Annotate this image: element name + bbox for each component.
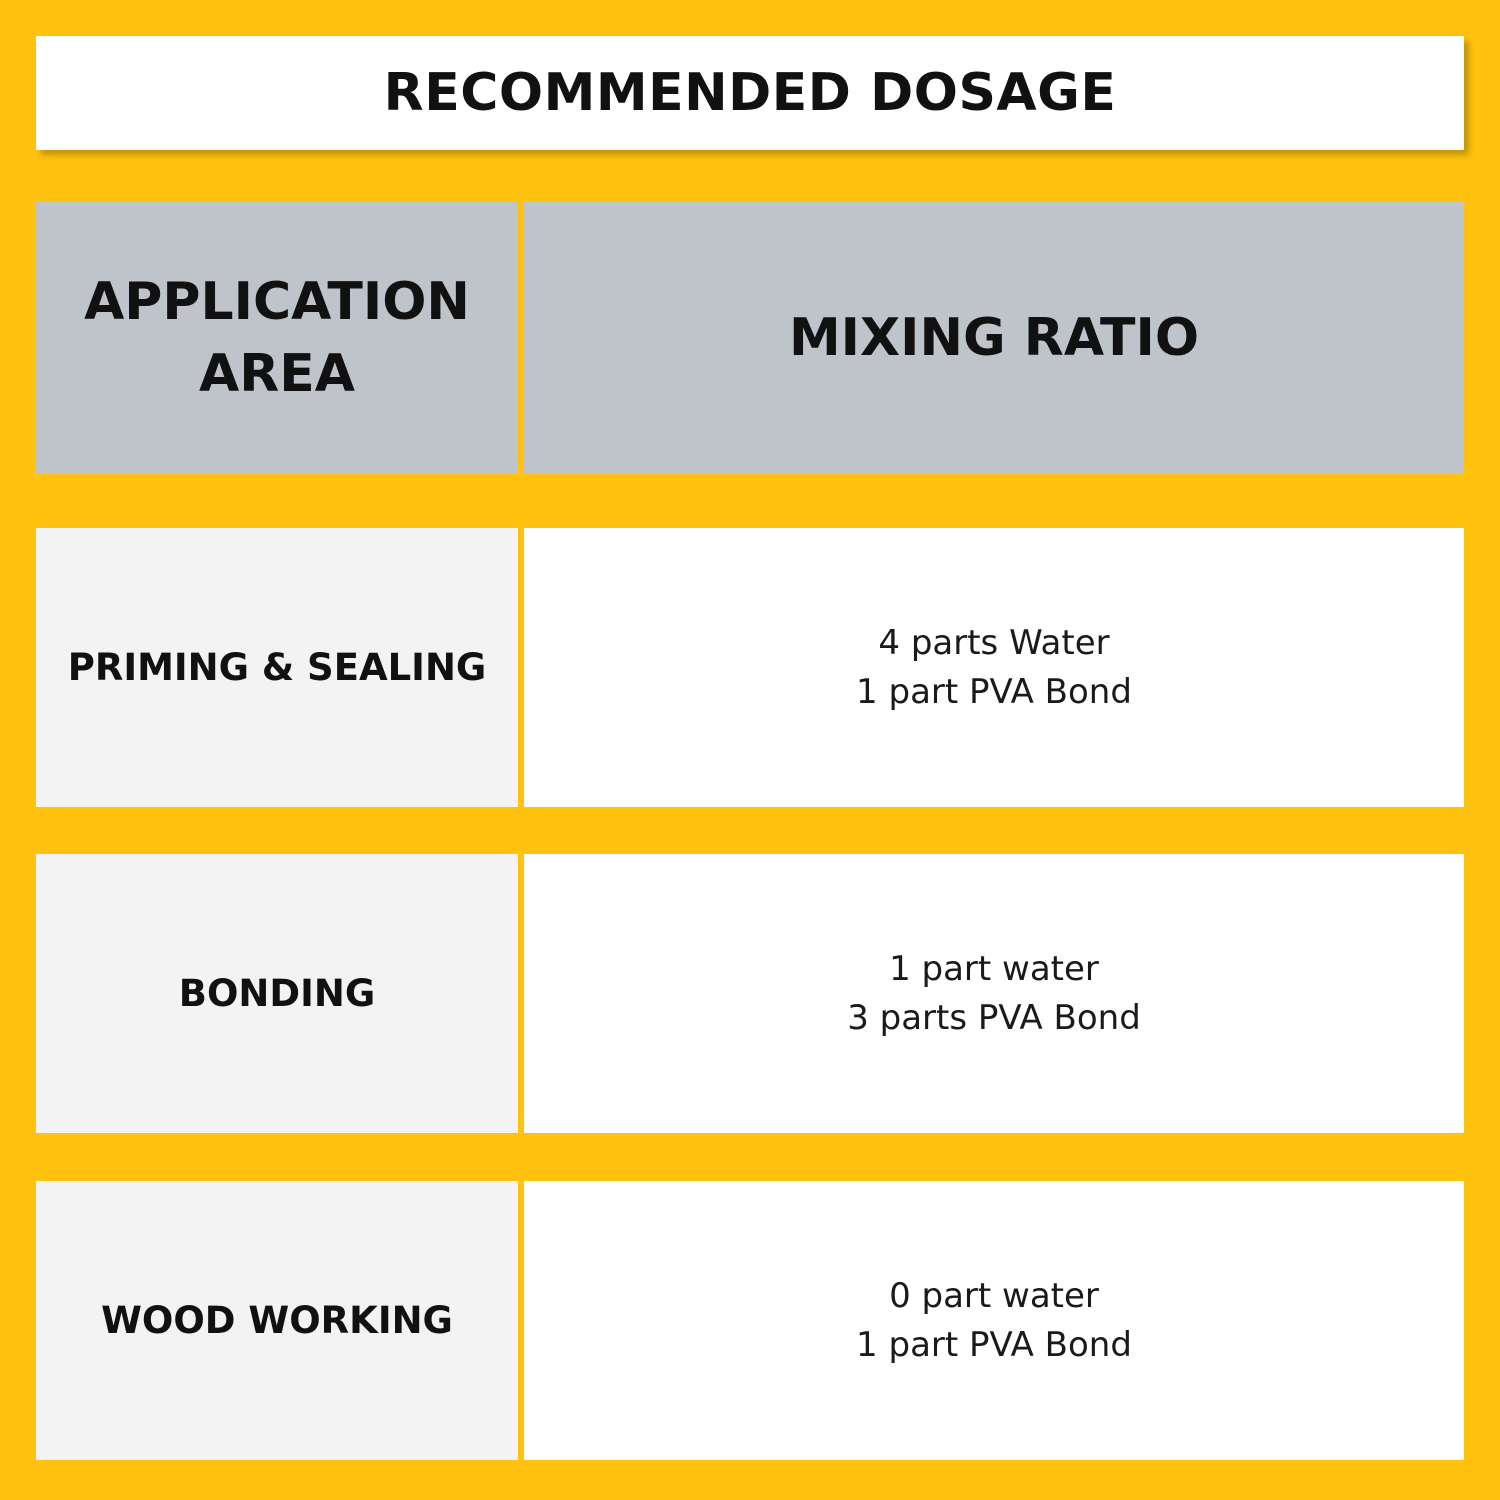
header-mixing-ratio [524, 202, 1464, 474]
table-row-3-application [36, 1181, 518, 1460]
header-mixing-ratio-label: MIXING RATIO [788, 308, 1200, 368]
application-label: WOOD WORKING [101, 1299, 453, 1342]
header-application-area [36, 202, 518, 474]
table-row-1-application [36, 528, 518, 807]
table-row-2-ratio [524, 854, 1464, 1133]
ratio-text [856, 1272, 1132, 1370]
header-application-line1: APPLICATION [84, 272, 470, 332]
ratio-line-2: 3 parts PVA Bond [847, 997, 1141, 1038]
table-row-3-ratio [524, 1181, 1464, 1460]
application-label: BONDING [178, 972, 376, 1015]
header-application-label [84, 266, 470, 410]
ratio-line-2: 1 part PVA Bond [856, 671, 1132, 712]
table-row-1-ratio [524, 528, 1464, 807]
page-title: RECOMMENDED DOSAGE [383, 63, 1117, 123]
table-row-2-application [36, 854, 518, 1133]
header-application-line2: AREA [198, 344, 356, 404]
application-label: PRIMING & SEALING [67, 646, 487, 689]
ratio-line-1: 0 part water [889, 1275, 1099, 1316]
ratio-line-1: 1 part water [889, 948, 1099, 989]
ratio-line-2: 1 part PVA Bond [856, 1324, 1132, 1365]
ratio-text [856, 619, 1132, 717]
ratio-line-1: 4 parts Water [878, 622, 1110, 663]
title-bar [36, 36, 1464, 150]
ratio-text [847, 945, 1141, 1043]
